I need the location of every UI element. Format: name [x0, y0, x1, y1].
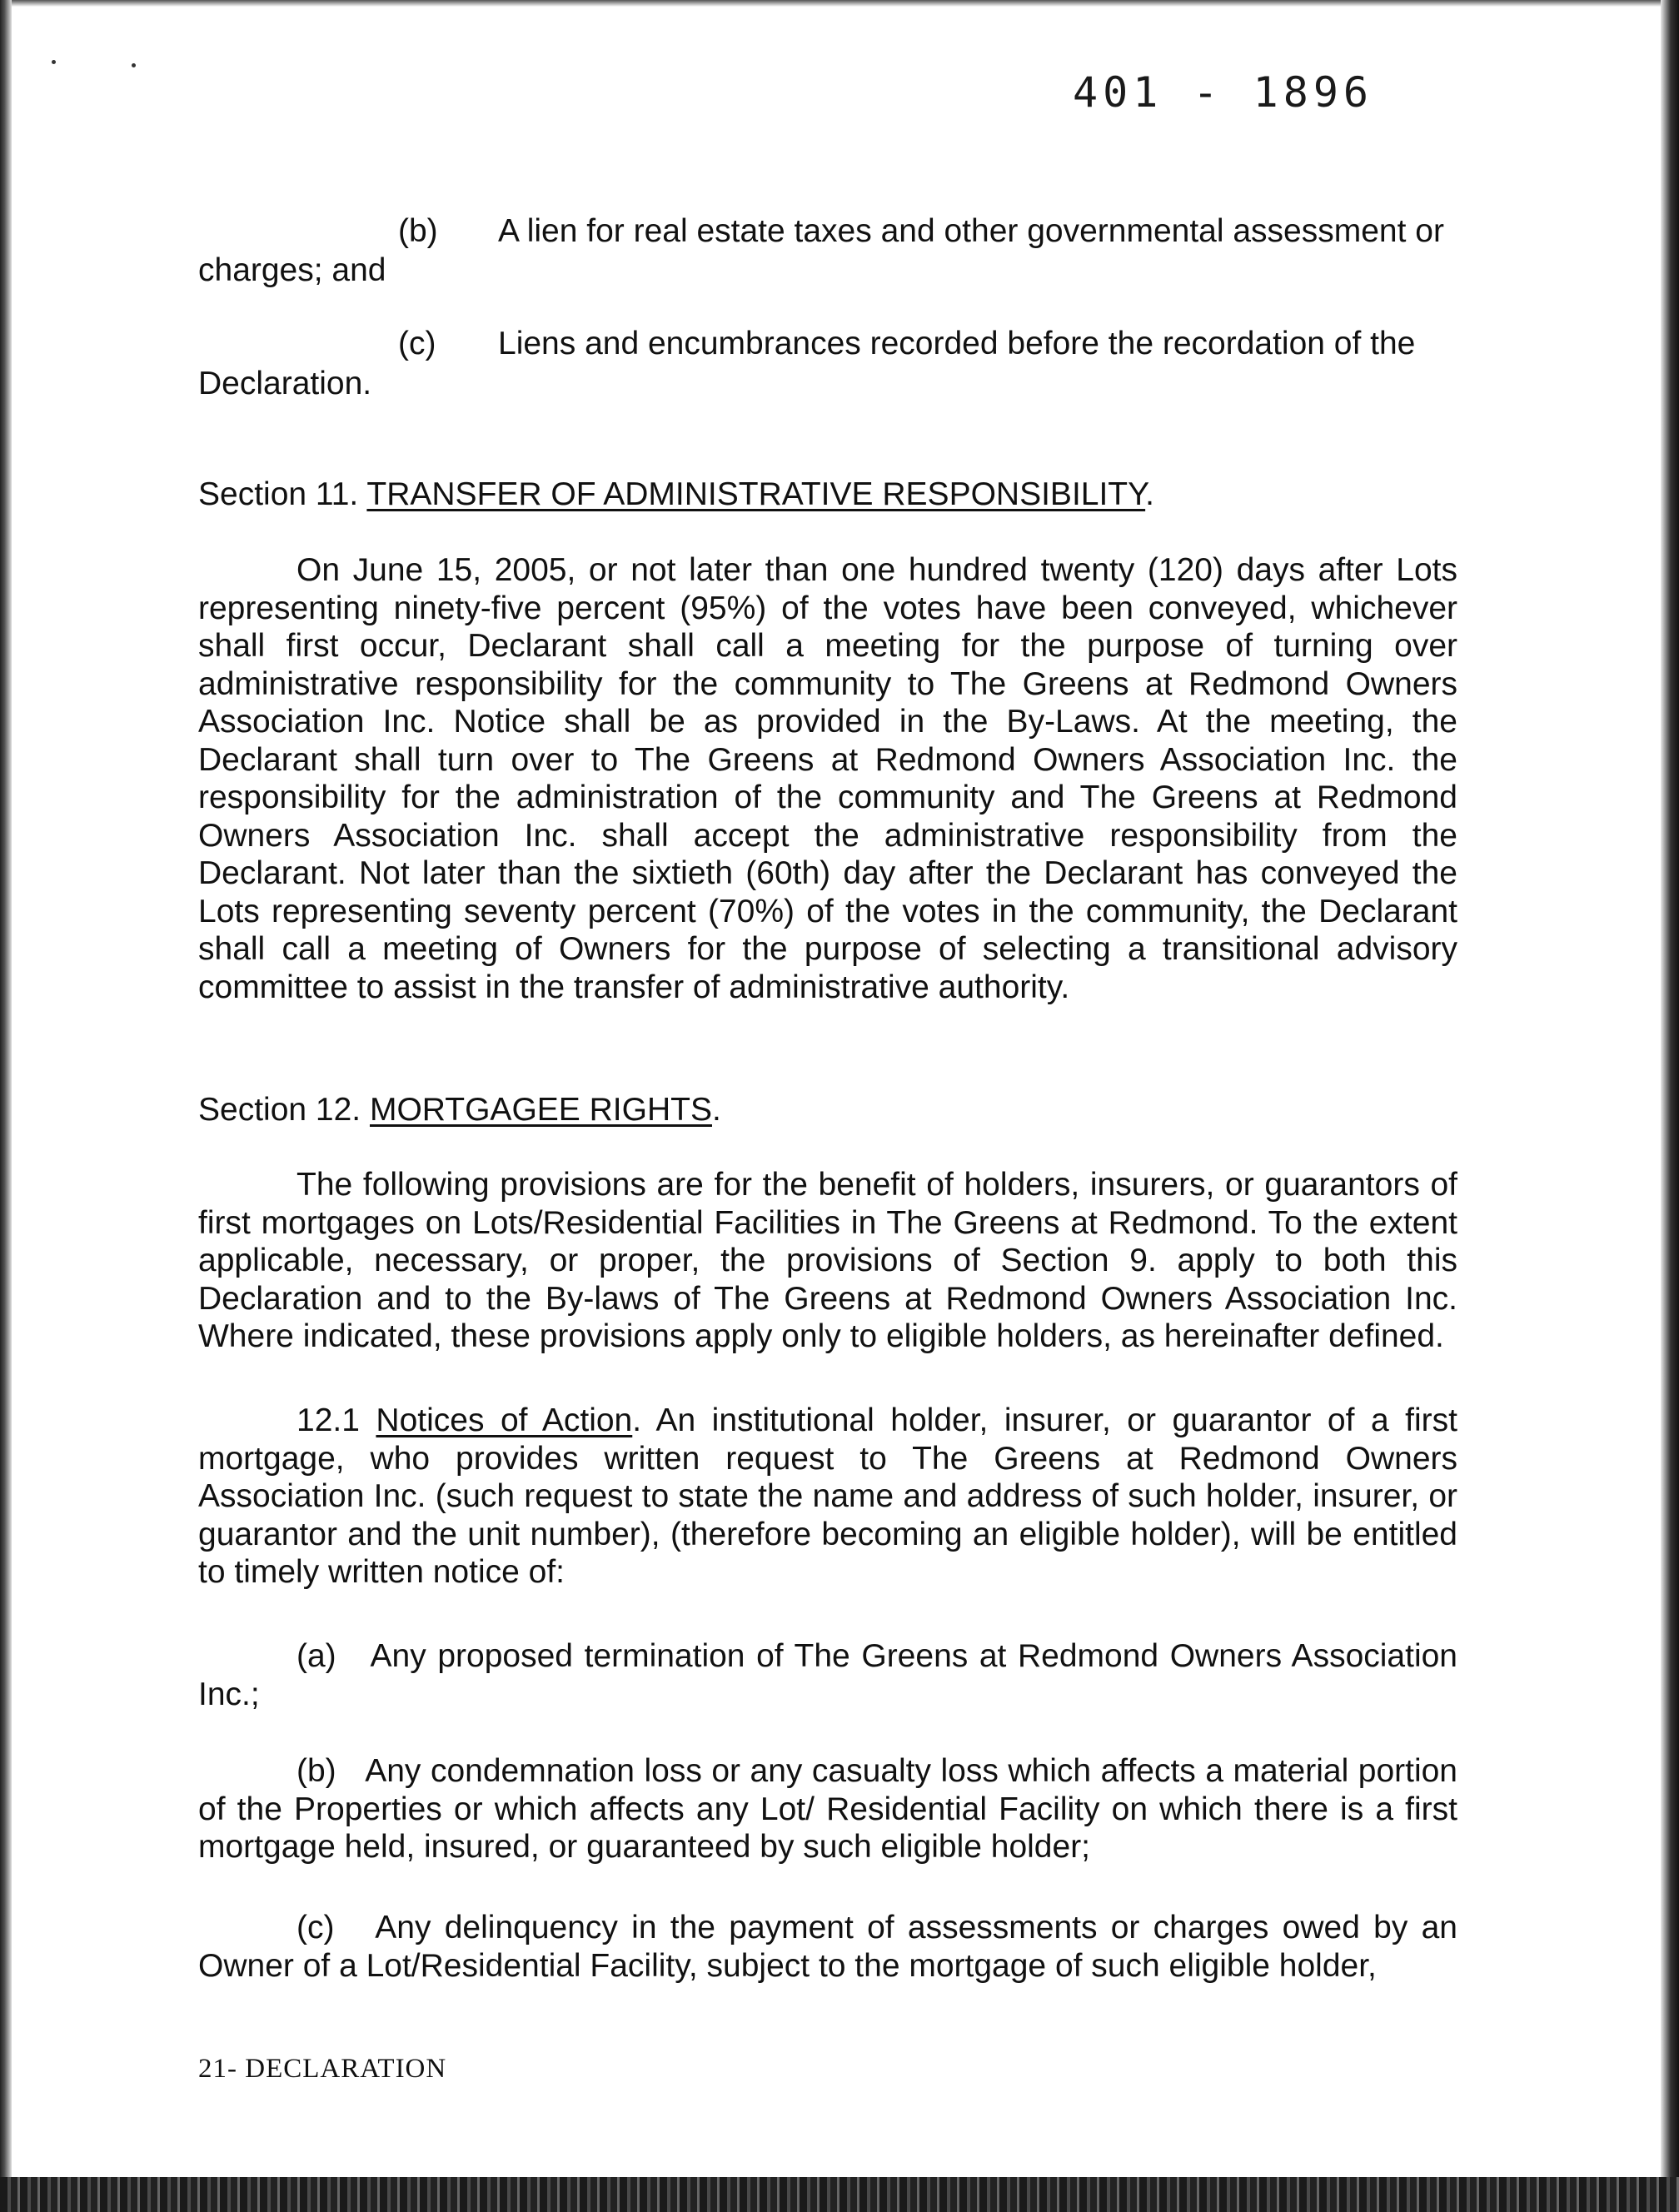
- lien-b-rest: charges; and: [198, 252, 386, 288]
- scan-edge-top: [0, 0, 1679, 7]
- notice-item-c-marker: (c): [296, 1910, 335, 1945]
- lien-c-marker: (c): [398, 326, 436, 361]
- section-12-heading: Section 12. MORTGAGEE RIGHTS.: [198, 1092, 721, 1128]
- notice-item-c: [198, 1909, 1457, 1985]
- section-12-body: The following provisions are for the benefit of holders, insurers, or guarantors of first mortgages on Lots/Residential Facilities in The Greens at Redmond. To the extent applicable, necessary, or proper, the provisions of Section 9. apply to both this Declaration and to the By-laws of The Greens at Redmond Owners Association Inc. Where indicated, these provisions apply only to eligible holders, as hereinafter defined.: [198, 1167, 1457, 1354]
- notice-item-b-text: Any condemnation loss or any casualty loss which affects a material portion of the Properties or which affects any Lot/ Residential Facility on which there is a first mortgage held, insured, or guaranteed by such eligible holder;: [198, 1753, 1457, 1865]
- notice-item-a-text: Any proposed termination of The Greens at Redmond Owners Association Inc.;: [198, 1638, 1457, 1712]
- subsection-12-1-title: Notices of Action: [376, 1402, 633, 1438]
- section-11-heading: Section 11. TRANSFER OF ADMINISTRATIVE RESPONSIBILITY.: [198, 476, 1154, 512]
- subsection-12-1-number: 12.1: [296, 1402, 360, 1438]
- page-footer: 21- DECLARATION: [198, 2054, 447, 2084]
- section-11-title: TRANSFER OF ADMINISTRATIVE RESPONSIBILITY: [366, 476, 1146, 512]
- lien-b-marker: (b): [398, 213, 438, 249]
- scan-edge-bottom: [0, 2177, 1679, 2212]
- lien-c-lead: Liens and encumbrances recorded before the recordation of the: [498, 326, 1416, 361]
- section-12-number: Section 12.: [198, 1092, 361, 1128]
- notice-item-a: [198, 1637, 1457, 1713]
- section-12-body-block: [198, 1166, 1457, 1356]
- notice-item-b: [198, 1752, 1457, 1866]
- notice-item-b-marker: (b): [296, 1753, 336, 1789]
- scan-speck: [52, 60, 56, 64]
- scan-edge-right: [1661, 0, 1679, 2212]
- lien-b-lead: A lien for real estate taxes and other governmental assessment or: [498, 213, 1444, 249]
- page-number: 401 - 1896: [1073, 68, 1374, 117]
- lien-c-rest: Declaration.: [198, 366, 372, 401]
- section-11-number: Section 11.: [198, 476, 359, 512]
- notice-item-a-marker: (a): [296, 1638, 336, 1674]
- section-11-body-block: [198, 551, 1457, 1006]
- lien-c-lead-line: [398, 325, 1415, 363]
- subsection-12-1-block: 12.1 Notices of Action. An institutional holder, insurer, or guarantor of a first mortgage, who provides written request to The Greens at Redmond Owners Association Inc. (such request to state the name and address of such holder, insurer, or guarantor and the unit number), (therefore becoming an eligible holder), will be entitled to timely written notice of:: [198, 1402, 1457, 1590]
- subsection-12-1-body: An institutional holder, insurer, or guarantor of a first mortgage, who provides written request to The Greens at Redmond Owners Association Inc. (such request to state the name and address of such holder, insurer, or guarantor and the unit number), (therefore becoming an eligible holder), will be entitled to timely written notice of:: [198, 1402, 1457, 1590]
- scan-edge-left: [0, 0, 12, 2212]
- section-11-body: On June 15, 2005, or not later than one hundred twenty (120) days after Lots representing ninety-five percent (95%) of the votes have been conveyed, whichever shall first occur, Declarant shall call a meeting for the purpose of turning over administrative responsibility for the community to The Greens at Redmond Owners Association Inc. Notice shall be as provided in the By-Laws. At the meeting, the Declarant shall turn over to The Greens at Redmond Owners Association Inc. the responsibility for the administration of the community and The Greens at Redmond Owners Association Inc. shall accept the administrative responsibility from the Declarant. Not later than the sixtieth (60th) day after the Declarant has conveyed the Lots representing seventy percent (70%) of the votes in the community, the Declarant shall call a meeting of Owners for the purpose of selecting a transitional advisory committee to assist in the transfer of administrative authority.: [198, 552, 1457, 1005]
- section-12-title: MORTGAGEE RIGHTS: [369, 1092, 712, 1128]
- lien-b-lead-line: [398, 212, 1444, 251]
- scan-speck: [132, 63, 136, 67]
- notice-item-c-text: Any delinquency in the payment of assessments or charges owed by an Owner of a Lot/Residential Facility, subject to the mortgage of such eligible holder,: [198, 1910, 1457, 1984]
